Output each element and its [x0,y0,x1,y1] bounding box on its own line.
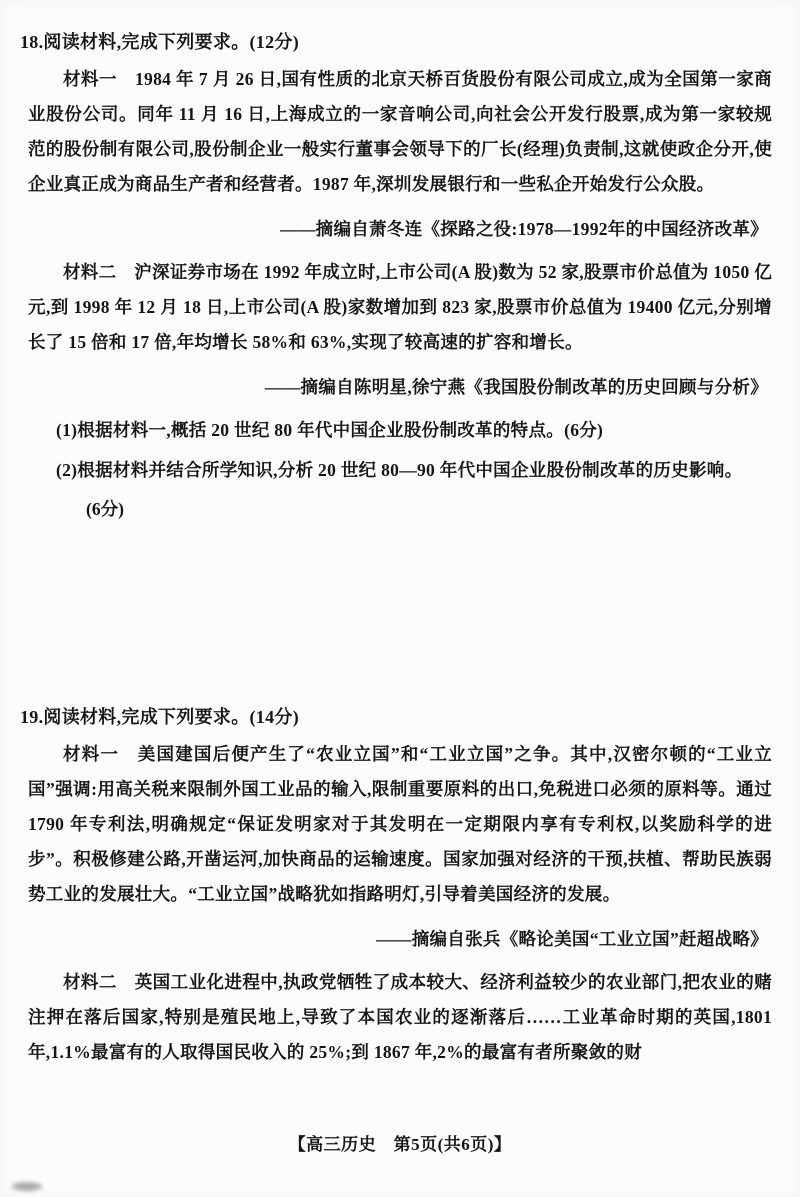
q18-sub-question-2: (2)根据材料并结合所学知识,分析 20 世纪 80—90 年代中国企业股份制改革的历史影响。 [56,460,743,480]
q18-sub-question-2-score: (6分) [86,499,124,519]
q18-material-1-source: ——摘编自萧冬连《探路之役:1978—1992年的中国经济改革》 [280,219,768,239]
scan-smudge [12,1182,42,1191]
q19-material-1-source: ——摘编自张兵《略论美国“工业立国”赶超战略》 [376,929,768,949]
question-18 [20,24,772,527]
question-19-header: 19.阅读材料,完成下列要求。(14分) [20,707,299,727]
q18-material-1: 材料一 1984 年 7 月 26 日,国有性质的北京天桥百货股份有限公司成立,成为全国第一家商业股份公司。同年 11 月 16 日,上海成立的一家音响公司,向社会公开发行股票,成为第一家较规范的股份制有限公司,股份制企业一般实行董事会领导下的厂长(经理)负责制,这就使政企分开,使企业真正成为商品生产者和经营者。1987 年,深圳发展银行和一些私企开始发行公众股。 [28,69,772,194]
q19-material-2: 材料二 英国工业化进程中,执政党牺牲了成本较大、经济利益较少的农业部门,把农业的赌注押在落后国家,特别是殖民地上,导致了本国农业的逐渐落后……工业革命时期的英国,1801 年,1.1%最富有的人取得国民收入的 25%;到 1867 年,2%的最富有者所聚敛的财 [28,972,772,1062]
answer-space [28,527,772,699]
q18-sub-question-1: (1)根据材料一,概括 20 世纪 80 年代中国企业股份制改革的特点。(6分) [56,420,604,440]
question-18-header: 18.阅读材料,完成下列要求。(12分) [20,32,299,52]
q19-material-1: 材料一 美国建国后便产生了“农业立国”和“工业立国”之争。其中,汉密尔顿的“工业立国”强调:用高关税来限制外国工业品的输入,限制重要原料的出口,免税进口必须的原料等。通过 1790 年专利法,明确规定“保证发明家对于其发明在一定期限内享有专利权,以奖励科学的进步”。积极修建公路,开凿运河,加快商品的运输速度。国家加强对经济的干预,扶植、帮助民族弱势工业的发展壮大。“工业立国”战略犹如指路明灯,引导着美国经济的发展。 [28,744,772,904]
q18-material-2: 材料二 沪深证券市场在 1992 年成立时,上市公司(A 股)数为 52 家,股票市价总值为 1050 亿元,到 1998 年 12 月 18 日,上市公司(A 股)家数增加到 823 家,股票市价总值为 19400 亿元,分别增长了 15 倍和 17 倍,年均增长 58%和 63%,实现了较高速的扩容和增长。 [28,262,772,352]
q18-material-2-source: ——摘编自陈明星,徐宁燕《我国股份制改革的历史回顾与分析》 [264,377,768,397]
page-footer: 【高三历史 第5页(共6页)】 [288,1135,512,1154]
question-19 [20,699,772,1070]
